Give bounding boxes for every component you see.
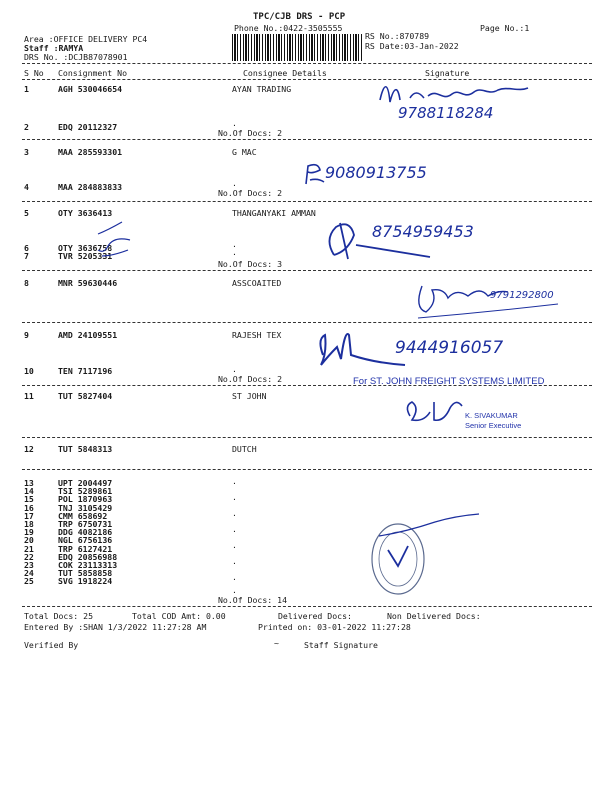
row-consignment: TUT 5827404 [58,391,113,401]
delivery-tick [375,512,485,542]
row-consignment: TRP 6127421 [58,543,113,554]
handwritten-phone: 9080913755 [325,163,427,182]
group-divider [22,469,592,470]
row-consignment: MAA 284883833 [58,182,123,192]
total-cod: Total COD Amt: 0.00 [132,611,226,621]
handwritten-phone: 8754959453 [372,222,474,241]
row-consignment: TVR 5205331 [58,251,113,261]
docs-count: No.Of Docs: 2 [218,128,283,138]
row-sno: 14 [24,486,34,497]
dot-marker: . [232,178,237,188]
verified-by: Verified By [24,640,79,650]
row-sno: 24 [24,568,34,579]
page-number: Page No.:1 [480,23,530,33]
row-consignment: UPT 2004497 [58,478,113,488]
row-consignment: TUT 5858858 [58,568,113,579]
row-sno: 10 [24,366,34,376]
consignee-name: ASSCOAITED [232,278,282,288]
row-sno: 21 [24,543,34,554]
row-sno: 11 [24,391,34,401]
row-sno: 20 [24,535,34,546]
report-title: TPC/CJB DRS - PCP [253,12,346,22]
total-docs: Total Docs: 25 [24,611,94,621]
stamp-name: K. SIVAKUMAR [465,411,518,420]
divider [22,63,592,64]
dot-marker: . [232,364,237,374]
row-consignment: AMD 24109551 [58,330,118,340]
row-sno: 2 [24,122,29,132]
row-consignment: POL 1870963 [58,494,113,505]
row-sno: 18 [24,519,34,529]
row-consignment: TSI 5289861 [58,486,113,497]
dot-marker: . [232,247,237,257]
row-consignment: SVG 1918224 [58,576,113,587]
row-sno: 25 [24,576,34,587]
group-divider [22,437,592,438]
group-divider [22,606,592,607]
row-sno: 16 [24,502,34,513]
docs-count: No.Of Docs: 2 [218,188,283,198]
row-consignment: TNJ 3105429 [58,502,113,513]
printed-on: Printed on: 03-01-2022 11:27:28 [258,622,411,632]
row-consignment: TUT 5848313 [58,444,113,454]
row-consignment: COK 23113313 [58,560,118,570]
dot-marker: . [232,492,237,502]
row-consignment: EDQ 20112327 [58,122,118,132]
group-divider [22,270,592,271]
row-sno: 7 [24,251,29,261]
consignee-name: THANGANYAKI AMMAN [232,208,316,218]
handwritten-phone: 9788118284 [398,104,494,122]
group-divider [22,201,592,202]
dot-marker: . [232,540,237,550]
docs-count: No.Of Docs: 14 [218,595,288,605]
row-sno: 3 [24,147,29,157]
docs-count: No.Of Docs: 3 [218,259,283,269]
staff-field: Staff :RAMYA [24,43,84,53]
row-consignment: DDG 4082186 [58,527,113,538]
handwritten-phone: 9444916057 [395,338,504,358]
consignee-name: RAJESH TEX [232,330,282,340]
stamp-signature [400,392,470,432]
delivered-docs: Delivered Docs: [278,611,352,621]
group-divider [22,322,592,323]
handwritten-phone: 9791292800 [490,290,554,301]
row-consignment: OTY 3636758 [58,243,113,253]
col-consignment: Consignment No [58,68,128,78]
area-field: Area :OFFICE DELIVERY PC4 [24,34,148,44]
barcode [232,34,362,61]
entered-by: Entered By :SHAN 1/3/2022 11:27:28 AM [24,622,207,632]
row-sno: 5 [24,208,29,218]
col-signature: Signature [425,68,470,78]
stamp-company: For ST. JOHN FREIGHT SYSTEMS LIMITED [353,376,545,387]
row-consignment: TRP 6750731 [58,519,113,529]
footer-mark: ~ [274,638,279,648]
staff-signature: Staff Signature [304,640,378,650]
consignee-name: DUTCH [232,444,257,454]
row-consignment: TEN 7117196 [58,366,113,376]
dot-marker: . [232,556,237,566]
row-sno: 12 [24,444,34,454]
consignee-name: ST JOHN [232,391,267,401]
row-sno: 8 [24,278,29,288]
row-sno: 17 [24,510,34,521]
row-consignment: EDQ 20856988 [58,551,118,562]
row-sno: 13 [24,478,34,488]
row-consignment: AGH 530046654 [58,84,123,94]
dot-marker: . [232,585,237,595]
phone-number: Phone No.:0422-3505555 [234,23,343,33]
tick-mark [94,236,134,258]
row-sno: 9 [24,330,29,340]
tick-mark [96,220,126,238]
group-divider [22,139,592,140]
docs-count: No.Of Docs: 2 [218,374,283,384]
row-sno: 22 [24,551,34,562]
dot-marker: . [232,239,237,249]
dot-marker: . [232,524,237,534]
row-consignment: MAA 285593301 [58,147,123,157]
stamp-role: Senior Executive [465,421,522,430]
dot-marker: . [232,476,237,486]
col-consignee: Consignee Details [243,68,327,78]
row-sno: 6 [24,243,29,253]
row-consignment: NGL 6756136 [58,535,113,546]
consignee-name: AYAN TRADING [232,84,292,94]
row-sno: 23 [24,560,34,570]
row-consignment: OTY 3636413 [58,208,113,218]
consignee-name: G MAC [232,147,257,157]
rs-date: RS Date:03-Jan-2022 [365,41,459,51]
rs-number: RS No.:870789 [365,31,430,41]
dot-marker: . [232,118,237,128]
row-sno: 4 [24,182,29,192]
row-sno: 15 [24,494,34,505]
dot-marker: . [232,572,237,582]
drs-number: DRS No. :DCJB87078901 [24,52,128,62]
dot-marker: . [232,508,237,518]
row-sno: 1 [24,84,29,94]
non-delivered-docs: Non Delivered Docs: [387,611,481,621]
row-sno: 19 [24,527,34,538]
row-consignment: MNR 59630446 [58,278,118,288]
col-sno: S No [24,68,44,78]
row-consignment: CMM 658692 [58,510,108,521]
